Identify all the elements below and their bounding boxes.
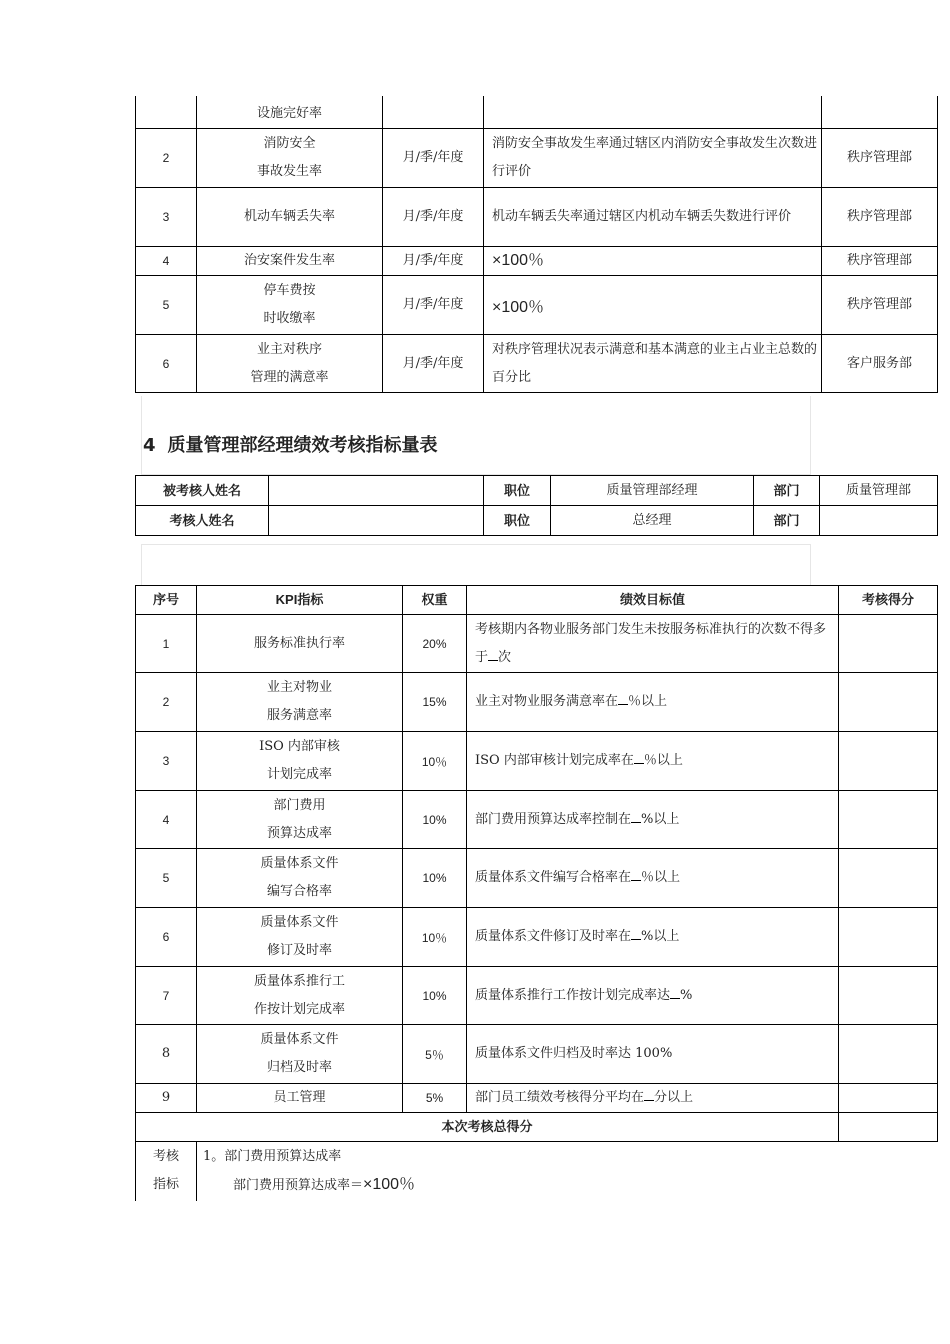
fill-in-blank xyxy=(631,870,641,881)
kpi-name xyxy=(197,335,383,393)
kpi-description: 机动车辆丢失率通过辖区内机动车辆丢失数进行评价 xyxy=(484,188,822,247)
row-number: 4 xyxy=(136,791,197,849)
dept-label: 部门 xyxy=(754,476,820,506)
kpi-description: 对秩序管理状况表示满意和基本满意的业主占业主总数的百分比 xyxy=(484,335,822,393)
kpi-weight: 5% xyxy=(403,1084,467,1113)
kpi-target xyxy=(467,673,839,732)
responsible-dept: 秩序管理部 xyxy=(822,129,938,188)
dept-value: 质量管理部 xyxy=(820,476,938,506)
kpi-name-line2: 时收缴率 xyxy=(263,311,316,326)
table-row xyxy=(136,276,938,335)
target-suffix: ％以上 xyxy=(643,753,683,768)
assessment-cycle: 月/季/年度 xyxy=(383,335,484,393)
table-row xyxy=(136,247,938,276)
kpi-name: 治安案件发生率 xyxy=(197,247,383,276)
table-row xyxy=(136,335,938,393)
table-row xyxy=(136,615,938,673)
kpi-weight: 15% xyxy=(403,673,467,732)
responsible-dept xyxy=(822,96,938,129)
target-suffix: 次 xyxy=(498,649,512,665)
kpi-name: 设施完好率 xyxy=(197,96,383,129)
assessment-cycle: 月/季/年度 xyxy=(383,276,484,335)
kpi-name-line1: 服务标准执行率 xyxy=(253,635,345,651)
fill-in-blank xyxy=(488,650,498,661)
kpi-name xyxy=(197,967,403,1025)
header-kpi: KPI指标 xyxy=(197,586,403,615)
kpi-score xyxy=(839,615,938,673)
kpi-name xyxy=(197,908,403,967)
spacer-frame xyxy=(141,544,811,586)
indicator-label-line1: 考核 xyxy=(152,1149,179,1165)
kpi-name-line1: 业主对物业 xyxy=(266,680,332,695)
kpi-name-line1: 部门费用 xyxy=(273,797,326,813)
dept-label: 部门 xyxy=(754,506,820,536)
total-score-value xyxy=(839,1113,938,1142)
indicator-item: 1。部门费用预算达成率 xyxy=(203,1149,342,1164)
assessee-name-value xyxy=(269,476,484,506)
table-header-row xyxy=(136,586,938,615)
row-number xyxy=(136,96,197,129)
indicator-formula xyxy=(203,1171,938,1200)
fill-in-blank xyxy=(631,929,641,940)
kpi-name xyxy=(197,849,403,908)
kpi-target xyxy=(467,967,839,1025)
kpi-name-line1: 停车费按 xyxy=(263,283,316,298)
position-label: 职位 xyxy=(484,506,551,536)
table-row xyxy=(136,129,938,188)
kpi-name-line1: 质量体系文件 xyxy=(260,915,339,930)
kpi-target xyxy=(467,1025,839,1084)
total-score-label: 本次考核总得分 xyxy=(136,1113,839,1142)
kpi-score xyxy=(839,1025,938,1084)
kpi-name: 机动车辆丢失率 xyxy=(197,188,383,247)
kpi-name-line1: 质量体系文件 xyxy=(260,1032,339,1047)
assessment-cycle: 月/季/年度 xyxy=(383,188,484,247)
fill-in-blank xyxy=(670,988,680,999)
kpi-name xyxy=(197,1025,403,1084)
target-suffix: ％以上 xyxy=(628,694,668,709)
kpi-name xyxy=(197,129,383,188)
kpi-target xyxy=(467,849,839,908)
target-suffix: %以上 xyxy=(641,929,680,944)
kpi-name-line1: 业主对秩序 xyxy=(256,341,322,357)
table-row xyxy=(136,476,938,506)
target-text: 业主对物业服务满意率在 xyxy=(475,694,619,709)
assessee-info-table xyxy=(135,475,938,536)
kpi-name xyxy=(197,732,403,791)
kpi-name-line2: 作按计划完成率 xyxy=(253,1001,345,1017)
kpi-name-line2: 管理的满意率 xyxy=(250,369,329,385)
kpi-formula: ×100％ xyxy=(484,276,822,335)
kpi-name-line1: 质量体系文件 xyxy=(260,856,339,871)
kpi-score xyxy=(839,673,938,732)
kpi-name-line2: 计划完成率 xyxy=(266,767,332,782)
kpi-description xyxy=(484,96,822,129)
kpi-name-line2: 编写合格率 xyxy=(266,884,332,899)
table-row xyxy=(136,849,938,908)
row-number: 2 xyxy=(136,673,197,732)
kpi-name-line1: 消防安全 xyxy=(263,136,316,151)
kpi-target xyxy=(467,908,839,967)
target-suffix: 分以上 xyxy=(654,1090,694,1105)
row-number: 2 xyxy=(136,129,197,188)
kpi-target xyxy=(467,1084,839,1113)
target-text: 质量体系文件修订及时率在 xyxy=(475,929,632,944)
row-number: 3 xyxy=(136,732,197,791)
kpi-name-line2: 归档及时率 xyxy=(266,1060,332,1075)
position-value: 总经理 xyxy=(551,506,754,536)
kpi-weight: 10% xyxy=(403,967,467,1025)
kpi-name-line2: 事故发生率 xyxy=(256,164,322,179)
row-number: 6 xyxy=(136,908,197,967)
header-no: 序号 xyxy=(136,586,197,615)
kpi-name xyxy=(197,791,403,849)
target-suffix: % xyxy=(680,987,693,1003)
kpi-weight: 5％ xyxy=(403,1025,467,1084)
target-suffix: ％以上 xyxy=(641,870,681,885)
kpi-name xyxy=(197,276,383,335)
target-suffix: %以上 xyxy=(641,811,680,827)
table-row xyxy=(136,967,938,1025)
indicator-definition-row xyxy=(136,1142,938,1201)
target-text: 质量体系推行工作按计划完成率达 xyxy=(475,987,671,1003)
responsible-dept: 秩序管理部 xyxy=(822,188,938,247)
kpi-weight: 10% xyxy=(403,849,467,908)
section-heading xyxy=(143,431,438,457)
kpi-target xyxy=(467,732,839,791)
kpi-formula: ×100％ xyxy=(484,247,822,276)
table-row xyxy=(136,673,938,732)
kpi-description: 消防安全事故发生率通过辖区内消防安全事故发生次数进行评价 xyxy=(484,129,822,188)
assessment-cycle: 月/季/年度 xyxy=(383,129,484,188)
kpi-name-line1: ISO 内部审核 xyxy=(259,739,340,754)
kpi-score xyxy=(839,908,938,967)
assessment-cycle xyxy=(383,96,484,129)
indicator-label xyxy=(136,1142,197,1201)
security-kpi-table xyxy=(135,96,938,393)
section-title: 质量管理部经理绩效考核指标量表 xyxy=(167,435,438,456)
target-text: 质量体系文件编写合格率在 xyxy=(475,870,632,885)
kpi-name-line1: 质量体系推行工 xyxy=(253,973,345,989)
kpi-name-line1: 员工管理 xyxy=(273,1090,326,1105)
row-number: 4 xyxy=(136,247,197,276)
table-row xyxy=(136,96,938,129)
table-row xyxy=(136,1084,938,1113)
fill-in-blank xyxy=(634,753,644,764)
target-text: ISO 内部审核计划完成率在 xyxy=(475,753,634,768)
assessor-name-label: 考核人姓名 xyxy=(136,506,269,536)
kpi-weight: 10％ xyxy=(403,732,467,791)
kpi-weight: 10％ xyxy=(403,908,467,967)
dept-value xyxy=(820,506,938,536)
kpi-weight: 20% xyxy=(403,615,467,673)
kpi-score xyxy=(839,1084,938,1113)
row-number: 5 xyxy=(136,849,197,908)
kpi-name-line2: 修订及时率 xyxy=(266,943,332,958)
assessor-name-value xyxy=(269,506,484,536)
row-number: 1 xyxy=(136,615,197,673)
kpi-weight: 10% xyxy=(403,791,467,849)
assessee-name-label: 被考核人姓名 xyxy=(136,476,269,506)
total-score-row xyxy=(136,1113,938,1142)
target-text: 质量体系文件归档及时率达 100% xyxy=(475,1046,673,1061)
kpi-name-line2: 预算达成率 xyxy=(266,825,332,841)
row-number: 7 xyxy=(136,967,197,1025)
indicator-label-line2: 指标 xyxy=(152,1177,179,1193)
table-row xyxy=(136,791,938,849)
row-number: 8 xyxy=(136,1025,197,1084)
kpi-rows xyxy=(136,615,938,1113)
position-label: 职位 xyxy=(484,476,551,506)
responsible-dept: 秩序管理部 xyxy=(822,276,938,335)
row-number: 6 xyxy=(136,335,197,393)
kpi-name xyxy=(197,615,403,673)
table-row xyxy=(136,506,938,536)
kpi-score xyxy=(839,791,938,849)
fill-in-blank xyxy=(631,812,641,823)
kpi-score xyxy=(839,732,938,791)
target-text: 部门员工绩效考核得分平均在 xyxy=(475,1090,645,1105)
header-target: 绩效目标值 xyxy=(467,586,839,615)
assessment-cycle: 月/季/年度 xyxy=(383,247,484,276)
formula-text: 部门费用预算达成率＝ xyxy=(233,1178,364,1193)
header-weight: 权重 xyxy=(403,586,467,615)
responsible-dept: 客户服务部 xyxy=(822,335,938,393)
kpi-table xyxy=(135,585,938,1201)
kpi-score xyxy=(839,849,938,908)
row-number: 5 xyxy=(136,276,197,335)
header-score: 考核得分 xyxy=(839,586,938,615)
indicator-definition xyxy=(197,1142,938,1201)
section-number: 4 xyxy=(143,435,156,456)
kpi-name xyxy=(197,673,403,732)
kpi-target xyxy=(467,791,839,849)
position-value: 质量管理部经理 xyxy=(551,476,754,506)
table-row xyxy=(136,188,938,247)
formula-suffix: ×100％ xyxy=(363,1176,416,1193)
kpi-name-line2: 服务满意率 xyxy=(266,708,332,723)
kpi-name xyxy=(197,1084,403,1113)
fill-in-blank xyxy=(618,694,628,705)
kpi-score xyxy=(839,967,938,1025)
table-row xyxy=(136,1025,938,1084)
row-number: 9 xyxy=(136,1084,197,1113)
table-row xyxy=(136,908,938,967)
target-text: 考核期内各物业服务部门发生未按服务标准执行的次数不得多于 xyxy=(475,621,827,665)
fill-in-blank xyxy=(644,1090,654,1101)
target-text: 部门费用预算达成率控制在 xyxy=(475,811,632,827)
row-number: 3 xyxy=(136,188,197,247)
responsible-dept: 秩序管理部 xyxy=(822,247,938,276)
table-row xyxy=(136,732,938,791)
kpi-target xyxy=(467,615,839,673)
